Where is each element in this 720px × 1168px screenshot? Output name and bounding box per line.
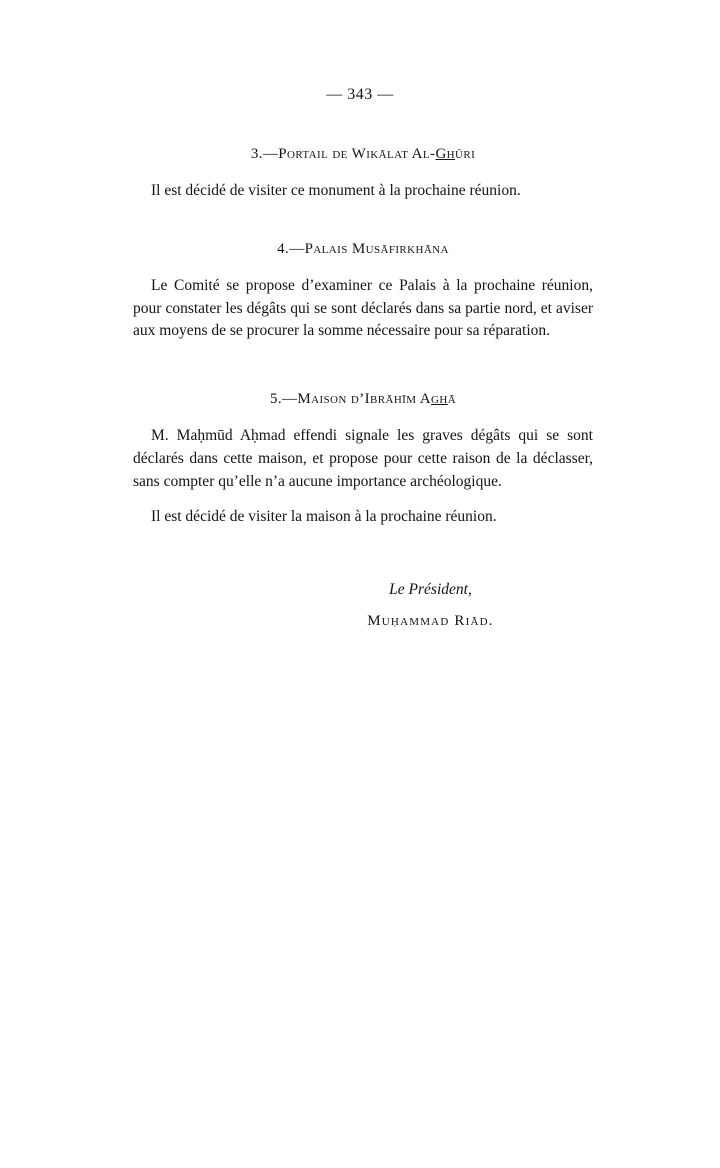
section-heading-4-number: 4.— xyxy=(277,240,305,257)
section-heading-3-text-underlined: Gh xyxy=(435,146,456,162)
section-heading-5-number: 5.— xyxy=(269,391,298,408)
section-4-paragraph-1: Le Comité se propose d’examiner ce Palais à la prochaine réunion, pour constater les dégâts qui se sont déclarés dans sa partie nord, et aviser aux moyens de se procurer la somme nécessaire pour sa réparation. xyxy=(133,276,593,340)
page-content xyxy=(127,146,593,630)
section-5-paragraph-1: M. Maḥmūd Aḥmad effendi signale les graves dégâts qui se sont déclarés dans cette maison, et propose pour cette raison de la déclasser, sans compter qu’elle n’a aucune importance archéologique. xyxy=(133,427,593,490)
section-heading-4-text-pre: Palais Musāfirkhāna xyxy=(304,240,449,257)
section-heading-5-text-post: ā xyxy=(447,391,457,408)
signature-block xyxy=(133,581,593,630)
section-3-paragraph-1: Il est décidé de visiter ce monument à la prochaine réunion. xyxy=(151,182,521,199)
section-5-paragraph-2: Il est décidé de visiter la maison à la prochaine réunion. xyxy=(151,508,497,526)
section-heading-5 xyxy=(133,391,593,408)
signature-name: Muḥammad Riād. xyxy=(367,613,494,630)
section-heading-3-text-post: ūri xyxy=(455,146,476,162)
signature-title: Le Président, xyxy=(389,581,472,599)
section-heading-3-number: 3.— xyxy=(250,146,279,162)
section-heading-3 xyxy=(133,146,593,163)
section-heading-5-text-pre: Maison d’Ibrāhīm A xyxy=(297,391,431,408)
section-heading-5-text-underlined: gh xyxy=(431,391,448,408)
page-number: — 343 — xyxy=(326,86,394,103)
section-heading-4 xyxy=(133,241,593,258)
section-heading-3-text-pre: Portail de Wikālat Al- xyxy=(278,146,436,162)
document-page xyxy=(0,86,720,1168)
